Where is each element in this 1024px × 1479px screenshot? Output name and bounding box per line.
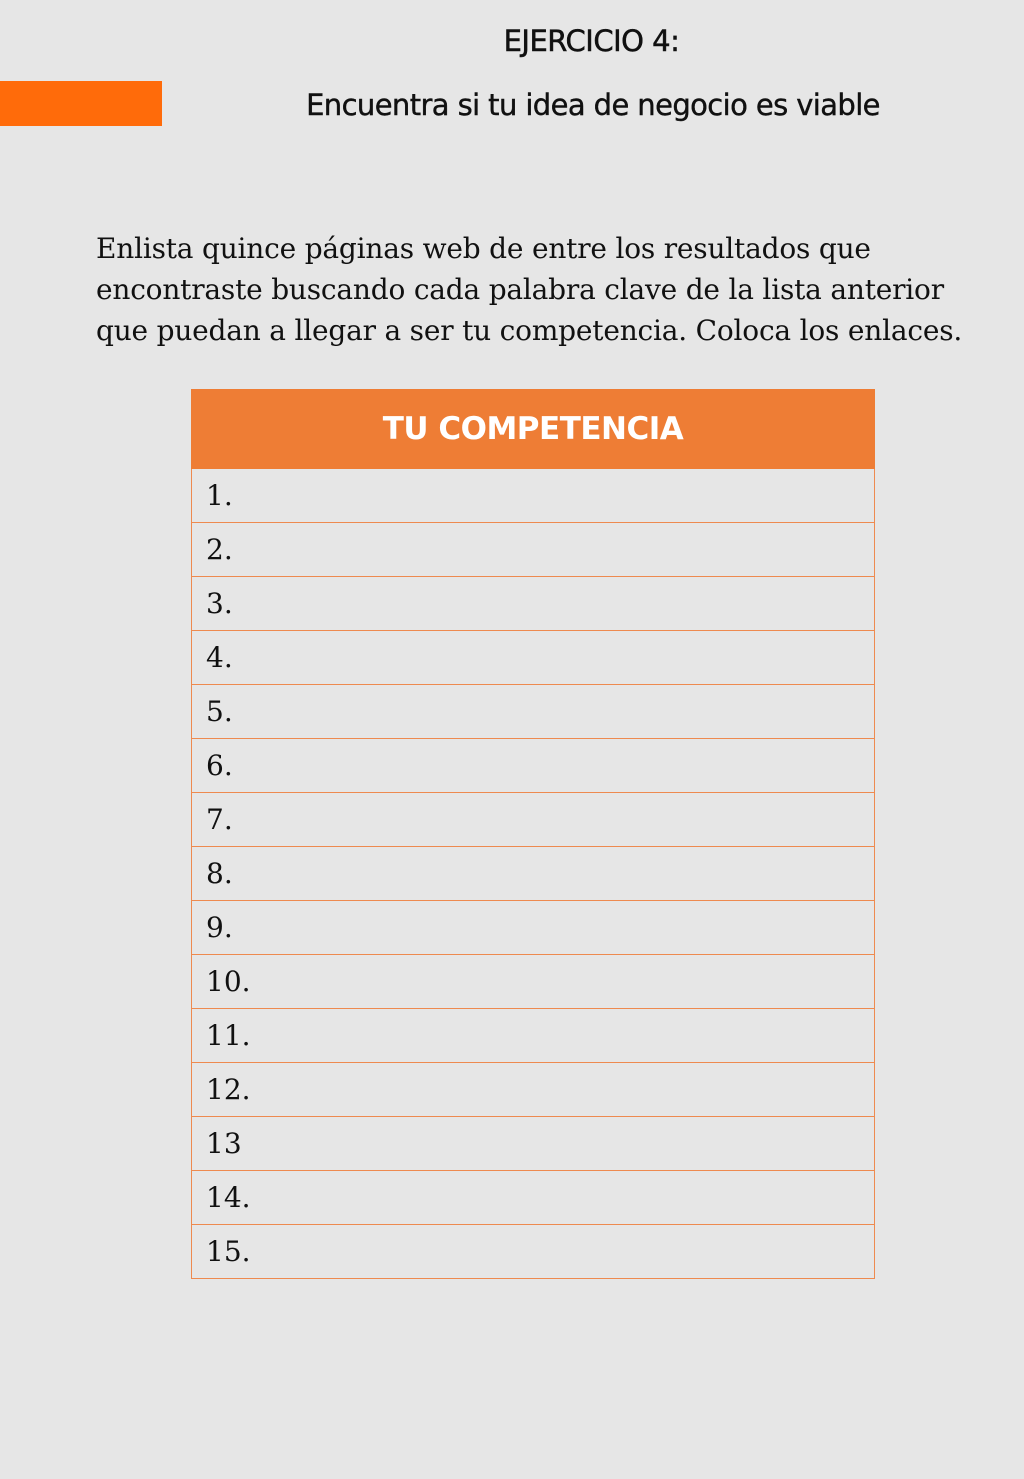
- table-cell[interactable]: 4.: [192, 631, 875, 685]
- table-row: [192, 631, 875, 685]
- table-row: [192, 685, 875, 739]
- table-cell[interactable]: 12.: [192, 1063, 875, 1117]
- exercise-subtitle: Encuentra si tu idea de negocio es viable: [306, 88, 880, 122]
- table-body: [192, 469, 875, 1279]
- table-row: [192, 793, 875, 847]
- table-cell[interactable]: 5.: [192, 685, 875, 739]
- table-row: [192, 1225, 875, 1279]
- table-row: [192, 1171, 875, 1225]
- exercise-title: EJERCICIO 4:: [503, 24, 680, 58]
- table-cell[interactable]: 11.: [192, 1009, 875, 1063]
- competition-table: [191, 389, 875, 1279]
- competition-table-container: [191, 389, 875, 1279]
- table-row: [192, 955, 875, 1009]
- instructions-text: Enlista quince páginas web de entre los resultados que encontraste buscando cada palabra clave de la lista anterior que puedan a llegar a ser tu competencia. Coloca los enlaces.: [96, 232, 963, 347]
- table-cell[interactable]: 14.: [192, 1171, 875, 1225]
- table-row: [192, 847, 875, 901]
- table-cell[interactable]: 15.: [192, 1225, 875, 1279]
- table-row: [192, 1063, 875, 1117]
- table-row: [192, 901, 875, 955]
- table-row: [192, 523, 875, 577]
- table-row: [192, 469, 875, 523]
- table-cell[interactable]: 2.: [192, 523, 875, 577]
- table-cell[interactable]: 9.: [192, 901, 875, 955]
- table-cell[interactable]: 13: [192, 1117, 875, 1171]
- table-cell[interactable]: 7.: [192, 793, 875, 847]
- table-row: [192, 1117, 875, 1171]
- table-cell[interactable]: 3.: [192, 577, 875, 631]
- table-cell[interactable]: 1.: [192, 469, 875, 523]
- table-row: [192, 739, 875, 793]
- table-header: TU COMPETENCIA: [192, 390, 875, 469]
- table-cell[interactable]: 8.: [192, 847, 875, 901]
- table-cell[interactable]: 6.: [192, 739, 875, 793]
- table-row: [192, 577, 875, 631]
- table-cell[interactable]: 10.: [192, 955, 875, 1009]
- table-row: [192, 1009, 875, 1063]
- table-header-row: [192, 390, 875, 469]
